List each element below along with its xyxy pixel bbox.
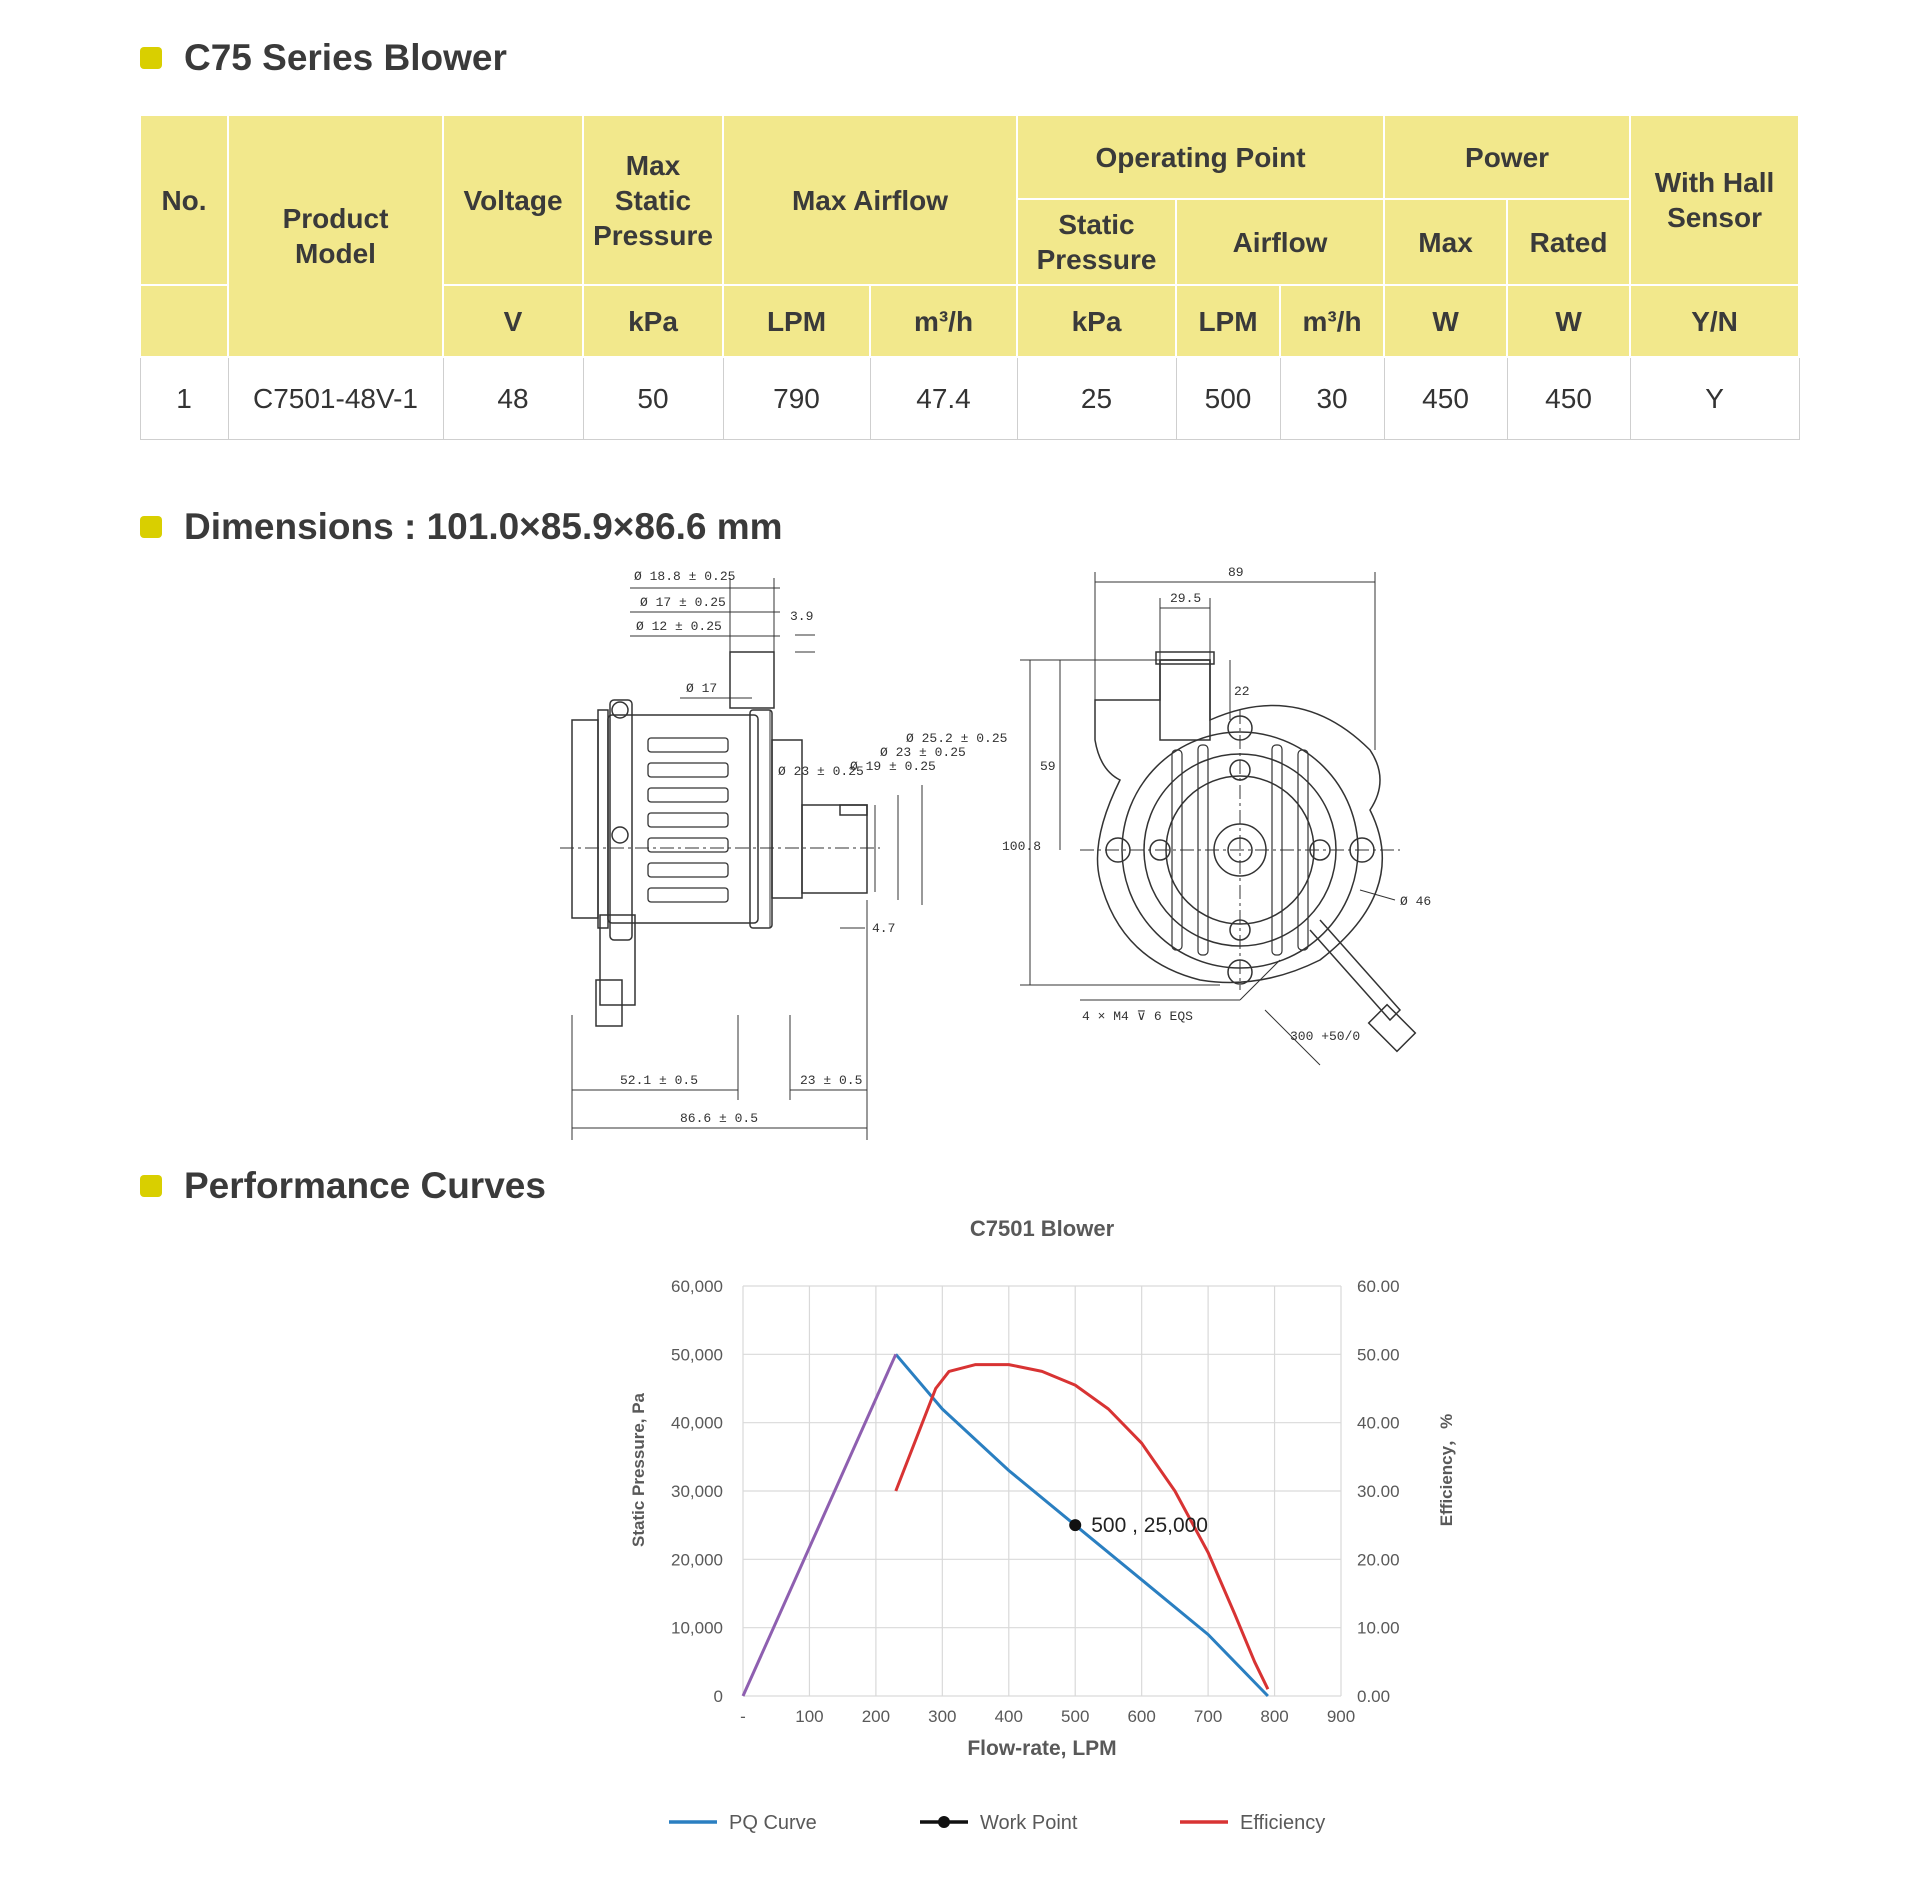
unit-cell: m³/h <box>1280 285 1384 357</box>
header-power-max: Max <box>1384 199 1507 285</box>
header-maxsp-line2: Static <box>614 184 692 216</box>
cell-model: C7501-48V-1 <box>228 357 443 439</box>
dim-d19: Ø 19 ± 0.25 <box>850 759 936 774</box>
dim-22: 22 <box>1234 684 1250 699</box>
x-tick-label: 400 <box>994 1707 1023 1726</box>
cell-voltage: 48 <box>443 357 583 439</box>
x-tick-label: - <box>740 1707 746 1726</box>
y-tick-label: 10,000 <box>671 1618 723 1638</box>
dim-d17b: Ø 17 <box>686 681 718 696</box>
y-tick-label: 0 <box>713 1687 723 1706</box>
section-bullet <box>140 516 162 538</box>
y2-tick-label: 20.00 <box>1357 1550 1400 1570</box>
side-inlet-lip <box>840 805 867 815</box>
unit-cell: W <box>1384 285 1507 357</box>
chart-grid <box>743 1286 1341 1696</box>
chart-series <box>743 1354 1268 1696</box>
performance-section-header <box>140 1165 546 1207</box>
y-tick-label: 20,000 <box>671 1550 723 1570</box>
x-tick-label: 900 <box>1326 1707 1356 1726</box>
side-front-ring <box>750 710 772 928</box>
y-tick-label: 30,000 <box>671 1482 723 1501</box>
unit-cell: LPM <box>1176 285 1280 357</box>
header-product-model <box>228 115 443 357</box>
work-point-marker <box>1069 1519 1081 1531</box>
chart-title: C7501 Blower <box>969 1216 1115 1241</box>
front-cable-plug <box>1369 1005 1416 1052</box>
header-maxsp-line1: Max <box>625 149 681 181</box>
series-section-header <box>140 37 507 79</box>
dim-300: 300 +50/0 <box>1290 1029 1361 1044</box>
cell-power-max: 450 <box>1384 357 1507 439</box>
unit-cell: V <box>443 285 583 357</box>
side-top-outlet <box>730 652 774 708</box>
cell-power-rated: 450 <box>1507 357 1630 439</box>
dim-46: Ø 46 <box>1400 894 1432 909</box>
header-power: Power <box>1384 115 1630 199</box>
header-opsp-line2: Pressure <box>1036 244 1157 275</box>
dim-1008: 100.8 <box>1002 839 1042 854</box>
legend-label: PQ Curve <box>729 1812 817 1834</box>
y2-tick-label: 40.00 <box>1357 1413 1400 1433</box>
y2-tick-label: 0.00 <box>1357 1687 1391 1706</box>
front-outlet-lip <box>1156 652 1214 664</box>
dim-d188: Ø 18.8 ± 0.25 <box>634 569 736 584</box>
side-flange <box>610 700 632 940</box>
unit-cell: W <box>1507 285 1630 357</box>
header-hall-sensor <box>1630 115 1799 285</box>
header-maxsp-line3: Pressure <box>593 219 713 251</box>
y2-tick-label: 50.00 <box>1357 1345 1400 1365</box>
y-tick-label: 40,000 <box>671 1413 723 1433</box>
chart-tick-labels <box>671 1277 1400 1726</box>
x-tick-label: 800 <box>1260 1707 1289 1726</box>
header-max-airflow: Max Airflow <box>723 115 1017 285</box>
legend-marker <box>938 1816 950 1828</box>
side-rear-rim <box>598 710 608 928</box>
dim-59: 59 <box>1040 759 1056 774</box>
cell-max-static-pressure: 50 <box>583 357 723 439</box>
cell-op-airflow-lpm: 500 <box>1176 357 1280 439</box>
header-voltage: Voltage <box>443 115 583 285</box>
y2-tick-label: 30.00 <box>1357 1482 1400 1501</box>
dim-d12: Ø 12 ± 0.25 <box>636 619 722 634</box>
x-tick-label: 200 <box>861 1707 891 1726</box>
dim-d17: Ø 17 ± 0.25 <box>640 595 726 610</box>
header-hall-line2: Sensor <box>1667 202 1762 233</box>
header-power-rated: Rated <box>1507 199 1630 285</box>
y2-tick-label: 60.00 <box>1357 1277 1400 1296</box>
work-point-label: 500 , 25,000 <box>1091 1514 1209 1538</box>
header-op-static-pressure <box>1017 199 1176 285</box>
performance-title: Performance Curves <box>184 1165 546 1206</box>
dim-39: 3.9 <box>790 609 814 624</box>
header-op-airflow: Airflow <box>1176 199 1384 285</box>
front-view <box>1002 565 1431 1065</box>
dim-47: 4.7 <box>872 921 896 936</box>
x-tick-label: 700 <box>1193 1707 1223 1726</box>
cell-op-static-pressure: 25 <box>1017 357 1176 439</box>
header-hall-line1: With Hall <box>1654 167 1775 198</box>
section-bullet <box>140 1175 162 1197</box>
dim-866: 86.6 ± 0.5 <box>680 1111 759 1126</box>
unit-cell: kPa <box>583 285 723 357</box>
side-view <box>560 569 1007 1140</box>
front-outlet-pipe <box>1160 660 1210 740</box>
x-axis-label: Flow-rate, LPM <box>967 1737 1117 1760</box>
unit-cell: kPa <box>1017 285 1176 357</box>
dimension-drawing <box>520 560 1480 1150</box>
y-tick-label: 50,000 <box>671 1345 723 1365</box>
front-housing <box>1095 660 1382 983</box>
side-rear-cover <box>572 720 598 918</box>
unit-cell: m³/h <box>870 285 1017 357</box>
header-max-static-pressure <box>583 115 723 285</box>
series-line-rise <box>743 1354 896 1696</box>
spec-table <box>139 114 1800 440</box>
cell-no: 1 <box>140 357 228 439</box>
cell-max-airflow-lpm: 790 <box>723 357 870 439</box>
header-model-line2: Model <box>295 238 376 269</box>
dimensions-section-header <box>140 506 783 548</box>
side-body <box>608 715 758 923</box>
cell-hall-sensor: Y <box>1630 357 1799 439</box>
dim-23: 23 ± 0.5 <box>800 1073 863 1088</box>
unit-cell: Y/N <box>1630 285 1799 357</box>
x-tick-label: 500 <box>1061 1707 1090 1726</box>
series-line-pq-curve <box>896 1354 1268 1696</box>
dim-d252: Ø 25.2 ± 0.25 <box>906 731 1008 746</box>
dim-521: 52.1 ± 0.5 <box>620 1073 699 1088</box>
series-title: C75 Series Blower <box>184 37 507 78</box>
dim-295: 29.5 <box>1170 591 1202 606</box>
dim-screws: 4 × M4 ⊽ 6 EQS <box>1082 1009 1193 1024</box>
section-bullet <box>140 47 162 69</box>
side-inlet-nozzle <box>802 805 867 893</box>
cell-max-airflow-m3h: 47.4 <box>870 357 1017 439</box>
side-screw-mid <box>612 827 628 843</box>
y2-axis-label: Efficiency，% <box>1437 1413 1456 1527</box>
y2-tick-label: 10.00 <box>1357 1618 1400 1638</box>
dim-d23b: Ø 23 ± 0.25 <box>880 745 966 760</box>
header-no: No. <box>140 115 228 285</box>
performance-chart <box>600 1200 1460 1850</box>
side-dimension-lines <box>572 578 922 1140</box>
header-model-line1: Product <box>282 203 389 234</box>
cell-op-airflow-m3h: 30 <box>1280 357 1384 439</box>
x-tick-label: 300 <box>928 1707 957 1726</box>
dimensions-title: Dimensions : 101.0×85.9×86.6 mm <box>184 506 783 547</box>
dim-d23a: Ø 23 ± 0.25 <box>778 764 864 779</box>
header-unit-blank <box>140 285 228 357</box>
unit-cell: LPM <box>723 285 870 357</box>
y-axis-label: Static Pressure, Pa <box>629 1392 648 1548</box>
header-opsp-line1: Static <box>1058 209 1135 240</box>
x-tick-label: 600 <box>1127 1707 1156 1726</box>
x-tick-label: 100 <box>795 1707 824 1726</box>
legend-label: Efficiency <box>1240 1812 1326 1834</box>
chart-legend <box>669 1812 1325 1834</box>
dim-89: 89 <box>1228 565 1244 580</box>
legend-label: Work Point <box>980 1812 1078 1834</box>
side-fins <box>648 738 728 902</box>
header-operating-point: Operating Point <box>1017 115 1384 199</box>
table-row <box>140 357 1799 439</box>
y-tick-label: 60,000 <box>671 1277 723 1296</box>
